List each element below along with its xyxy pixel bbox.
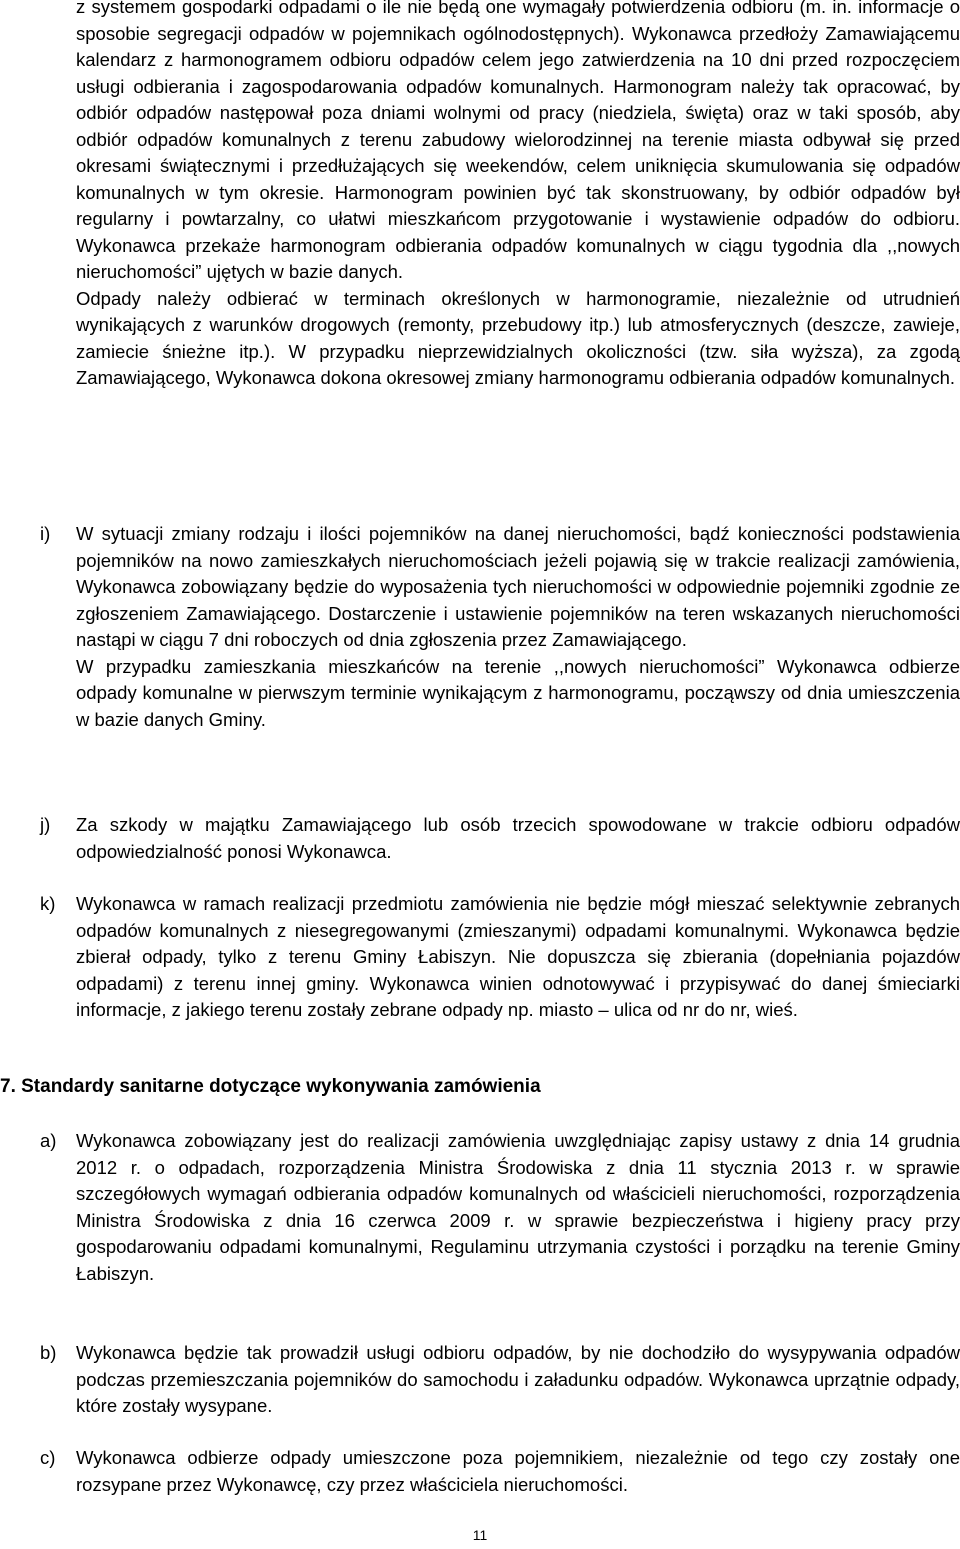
- list-item-paragraph: Wykonawca odbierze odpady umieszczone poza pojemnikiem, niezależnie od tego czy zostały one rozsypane przez Wykonawcę, czy przez właściciela nieruchomości.: [76, 1447, 960, 1495]
- list-marker: k): [40, 893, 56, 914]
- list-item-paragraph: W przypadku zamieszkania mieszkańców na terenie ,,nowych nieruchomości” Wykonawca odbierze odpady komunalne w pierwszym terminie wynikającym z harmonogramu, począwszy od dnia umieszczenia w bazie danych Gminy.: [76, 655, 960, 730]
- list-item-paragraph: Wykonawca zobowiązany jest do realizacji zamówienia uwzględniając zapisy ustawy z dnia 14 grudnia 2012 r. o odpadach, rozporządzenia Ministra Środowiska z dnia 11 stycznia 2013 r. w sprawie szczegółowych wymagań odbierania odpadów komunalnych od właścicieli nieruchomości, rozporządzenia Ministra Środowiska z dnia 16 czerwca 2009 r. w sprawie bezpieczeństwa i higieny pracy przy gospodarowaniu odpadami komunalnymi, Regulaminu utrzymania czystości i porządku na terenie Gminy Łabiszyn.: [76, 1130, 960, 1284]
- list-marker: i): [40, 523, 51, 544]
- list-item-body: [76, 1340, 960, 1420]
- list-item-j: [40, 812, 960, 865]
- list-marker: c): [40, 1447, 56, 1468]
- list-item-b: [40, 1340, 960, 1420]
- list-item-c: [40, 1445, 960, 1498]
- list-item-paragraph: Wykonawca w ramach realizacji przedmiotu zamówienia nie będzie mógł mieszać selektywnie zebranych odpadów komunalnych z niesegregowanymi (zmieszanymi) odpadami komunalnymi. Wykonawca będzie zbierał odpady, tylko z terenu Gminy Łabiszyn. Nie dopuszcza się zbierania (dopełniania pojazdów odpadami) z terenu innej gminy. Wykonawca winien odnotowywać i przypisywać do danej śmieciarki informacje, z jakiego terenu zostały zebrane odpady np. miasto – ulica od nr do nr, wieś.: [76, 893, 960, 1020]
- list-marker: j): [40, 814, 51, 835]
- list-item-paragraph: Wykonawca będzie tak prowadził usługi odbioru odpadów, by nie dochodziło do wysypywania odpadów podczas przemieszczania pojemników do samochodu i załadunku odpadów. Wykonawca uprzątnie odpady, które zostały wysypane.: [76, 1342, 960, 1416]
- intro-text: [76, 0, 960, 392]
- page-number: 11: [472, 1527, 488, 1543]
- list-item-a: [40, 1128, 960, 1287]
- list-item-i: [40, 521, 960, 733]
- intro-paragraph-1: z systemem gospodarki odpadami o ile nie będą one wymagały potwierdzenia odbioru (m. in. informacje o sposobie segregacji odpadów w pojemnikach ogólnodostępnych). Wykonawca przedłoży Zamawiającemu kalendarz z harmonogramem odbioru odpadów celem jego zatwierdzenia na 10 dni przed rozpoczęciem usługi odbierania i zagospodarowania odpadów komunalnych. Harmonogram należy tak opracować, by odbiór odpadów następował poza dniami wolnymi od pracy (niedziela, święta) oraz w taki sposób, aby odbiór odpadów komunalnych z terenu zabudowy wielorodzinnej na terenie miasta odbywał się przed okresami świątecznymi i przedłużających się weekendów, celem uniknięcia skumulowania się odpadów komunalnych w tym okresie. Harmonogram powinien być tak skonstruowany, by odbiór odpadów był regularny i powtarzalny, co ułatwi mieszkańcom przygotowanie i wystawienie odpadów do odbioru. Wykonawca przekaże harmonogram odbierania odpadów komunalnych w ciągu tygodnia dla ,,nowych nieruchomości” ujętych w bazie danych.: [76, 0, 960, 282]
- list-item-paragraph: Za szkody w majątku Zamawiającego lub osób trzecich spowodowane w trakcie odbioru odpadów odpowiedzialność ponosi Wykonawca.: [76, 814, 960, 862]
- list-marker: a): [40, 1130, 57, 1151]
- list-item-body: [76, 891, 960, 1024]
- list-item-body: [76, 812, 960, 865]
- list-item-paragraph: W sytuacji zmiany rodzaju i ilości pojemników na danej nieruchomości, bądź konieczności podstawienia pojemników na nowo zamieszkałych nieruchomościach jeżeli pojawią się w trakcie realizacji zamówienia, Wykonawca zobowiązany będzie do wyposażenia tych nieruchomości w odpowiednie pojemniki zgodnie ze zgłoszeniem Zamawiającego. Dostarczenie i ustawienie pojemników na teren wskazanych nieruchomości nastąpi w ciągu 7 dni roboczych od dnia zgłoszenia przez Zamawiającego.: [76, 523, 960, 650]
- list-item-body: [76, 1128, 960, 1287]
- list-item-body: [76, 521, 960, 733]
- intro-paragraph-2: Odpady należy odbierać w terminach określonych w harmonogramie, niezależnie od utrudnień wynikających z warunków drogowych (remonty, przebudowy itp.) lub atmosferycznych (deszcze, zawieje, zamiecie śnieżne itp.). W przypadku nieprzewidzialnych okoliczności (tzw. siła wyższa), za zgodą Zamawiającego, Wykonawca dokona okresowej zmiany harmonogramu odbierania odpadów komunalnych.: [76, 287, 960, 388]
- list-marker: b): [40, 1342, 57, 1363]
- section-heading: 7. Standardy sanitarne dotyczące wykonywania zamówienia: [0, 1076, 541, 1097]
- list-item-k: [40, 891, 960, 1024]
- list-item-body: [76, 1445, 960, 1498]
